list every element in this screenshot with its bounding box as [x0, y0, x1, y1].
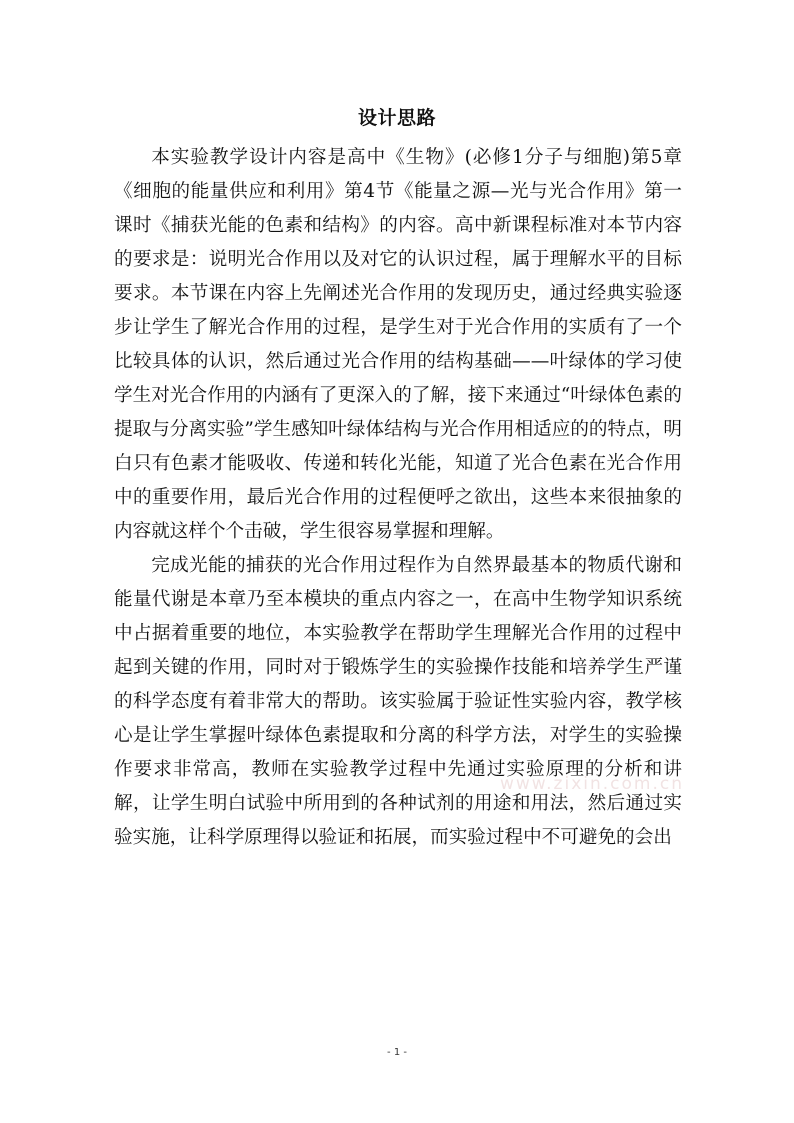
document-title: 设计思路	[357, 107, 436, 129]
document-body	[114, 141, 682, 855]
paragraph-2: 完成光能的捕获的光合作用过程作为自然界最基本的物质代谢和能量代谢是本章乃至本模块的重点内容之一，在高中生物学知识系统中占据着重要的地位，本实验教学在帮助学生理解光合作用的过程中起到关键的作用，同时对于锻炼学生的实验操作技能和培养学生严谨的科学态度有着非常大的帮助。该实验属于验证性实验内容，教学核心是让学生掌握叶绿体色素提取和分离的科学方法，对学生的实验操作要求非常高，教师在实验教学过程中先通过实验原理的分析和讲解，让学生明白试验中所用到的各种试剂的用途和用法，然后通过实验实施，让科学原理得以验证和拓展，而实验过程中不可避免的会出	[114, 555, 682, 848]
paragraph-1: 本实验教学设计内容是高中《生物》(必修1分子与细胞)第5章《细胞的能量供应和利用》第4节《能量之源—光与光合作用》第一课时《捕获光能的色素和结构》的内容。高中新课程标准对本节内容的要求是：说明光合作用以及对它的认识过程，属于理解水平的目标要求。本节课在内容上先阐述光合作用的发现历史，通过经典实验逐步让学生了解光合作用的过程，是学生对于光合作用的实质有了一个比较具体的认识，然后通过光合作用的结构基础——叶绿体的学习使学生对光合作用的内涵有了更深入的了解，接下来通过“叶绿体色素的提取与分离实验”学生感知叶绿体结构与光合作用相适应的的特点，明白只有色素才能吸收、传递和转化光能，知道了光合色素在光合作用中的重要作用，最后光合作用的过程便呼之欲出，这些本来很抽象的内容就这样个个击破，学生很容易掌握和理解。	[114, 147, 682, 542]
watermark-text: www.zixin.com.cn	[500, 774, 684, 794]
page-number: - 1 -	[387, 1047, 407, 1058]
